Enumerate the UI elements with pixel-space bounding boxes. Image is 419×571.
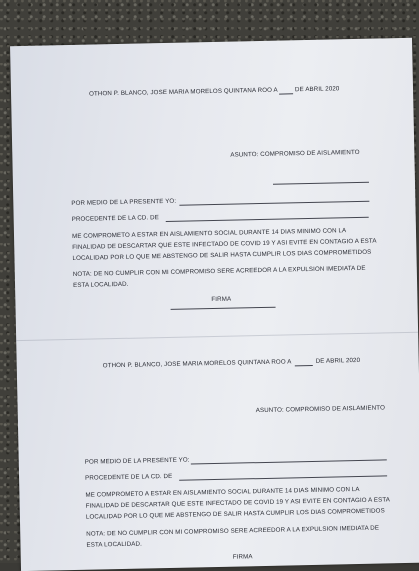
form1-note-line-1: NOTA: DE NO CUMPLIR CON MI COMPROMISO SERE ACREEDOR A LA EXPULSION IMEDIATA DE [72, 264, 366, 278]
form1-note-line-2: ESTA LOCALIDAD. [72, 280, 129, 289]
form1-day-blank [279, 93, 293, 94]
form2-commit-line-1: ME COMPROMETO A ESTAR EN AISLAMIENTO SOCIAL DURANTE 14 DIAS MINIMO CON LA [85, 485, 360, 499]
form2-name-blank [191, 459, 387, 464]
form2-note-line-1: NOTA: DE NO CUMPLIR CON MI COMPROMISO SERE ACREEDOR A LA EXPULSION IMEDIATA DE [86, 524, 380, 538]
form1-signature-line [171, 307, 276, 310]
form1-by-means-label: POR MEDIO DE LA PRESENTE YO: [71, 197, 177, 207]
form1-signature-label: FIRMA [211, 295, 232, 304]
form2-by-means-label: POR MEDIO DE LA PRESENTE YO: [84, 456, 190, 466]
form1-origin-label: PROCEDENTE DE LA CD. DE [71, 214, 159, 223]
form2-day-blank [295, 365, 313, 366]
form1-subject: ASUNTO: COMPROMISO DE AISLAMIENTO [230, 148, 360, 159]
form1-commit-line-1: ME COMPROMETO A ESTAR EN AISLAMIENTO SOCIAL DURANTE 14 DIAS MINIMO CON LA [71, 227, 347, 240]
form1-name-blank [179, 201, 369, 206]
form1-origin-blank [166, 217, 369, 222]
form2-date-suffix: DE ABRIL 2020 [315, 356, 361, 365]
form2-subject: ASUNTO: COMPROMISO DE AISLAMIENTO [255, 404, 386, 415]
form2-commit-line-3: LOCALIDAD POR LO QUE ME ABSTENGO DE SALIR HASTA CUMPLIR LOS DIAS COMPROMETIDOS [85, 507, 385, 521]
form1-place-line: OTHON P. BLANCO, JOSE MARIA MORELOS QUINTANA ROO A [88, 86, 278, 98]
form2-note-line-2: ESTA LOCALIDAD. [86, 540, 142, 549]
form1-name-blank-upper [273, 182, 369, 185]
form2-origin-label: PROCEDENTE DE LA CD. DE [85, 472, 173, 482]
form2-commit-line-2: FINALIDAD DE DESCARTAR QUE ESTE INFECTADO DE COVID 19 Y ASI EVITE EN CONTAGIO A ESTA [85, 496, 391, 510]
form2-place-line: OTHON P. BLANCO, JOSE MARIA MORELOS QUINTANA ROO A [102, 358, 292, 370]
form1-commit-line-3: LOCALIDAD POR LO QUE ME ABSTENGO DE SALIR HASTA CUMPLIR LOS DIAS COMPROMETIDOS [72, 248, 372, 262]
form1-commit-line-2: FINALIDAD DE DESCARTAR QUE ESTE INFECTADO DE COVID 19 Y ASI EVITE EN CONTAGIO A ESTA [72, 237, 377, 251]
form1-date-suffix: DE ABRIL 2020 [294, 85, 340, 94]
form2-origin-blank [179, 475, 387, 480]
paper-fold [16, 332, 418, 341]
paper-sheet [10, 38, 419, 571]
form2-signature-label: FIRMA [232, 553, 253, 561]
